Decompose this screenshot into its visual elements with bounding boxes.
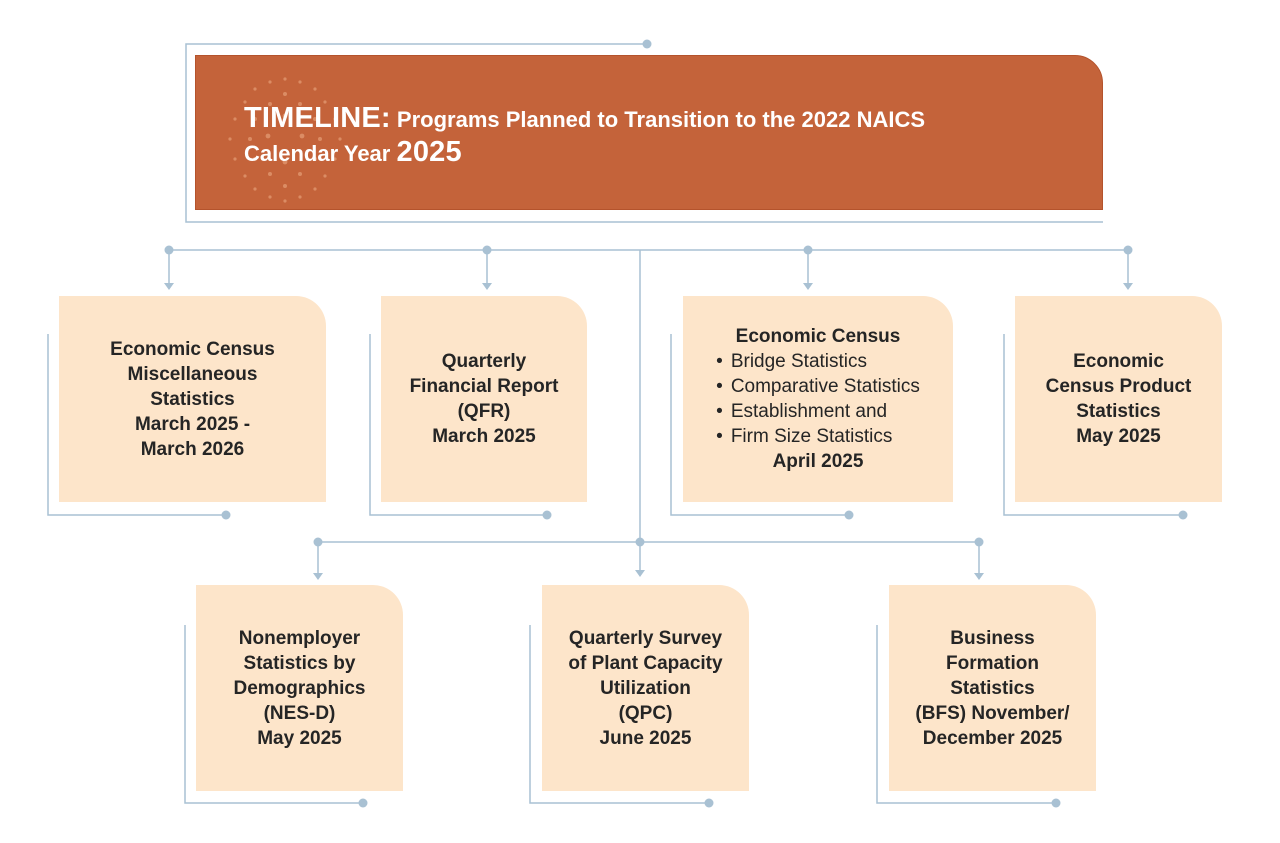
card-line: March 2026 <box>140 438 245 460</box>
card-date: April 2025 <box>772 451 864 472</box>
card-line: Statistics <box>1076 401 1161 422</box>
card-line: Utilization <box>600 677 691 699</box>
bullet-item-continuation <box>716 424 920 449</box>
card-economic-census-misc <box>59 296 326 502</box>
card-bullet-list <box>716 349 920 449</box>
card-line: Statistics <box>150 388 235 410</box>
card-line: June 2025 <box>599 727 692 749</box>
card-line: (QPC) <box>618 702 673 724</box>
card-line: Miscellaneous <box>127 363 258 385</box>
card-line: (QFR) <box>457 401 511 422</box>
card-line: Statistics <box>950 677 1035 699</box>
card-line: (BFS) November/ <box>915 702 1070 724</box>
header-title <box>244 102 925 170</box>
card-line: March 2025 - <box>134 413 251 435</box>
card-line: December 2025 <box>922 727 1063 749</box>
bullet-continuation-text: Firm Size Statistics <box>730 426 893 447</box>
header-title-text: Programs Planned to Transition to the 2022 NAICS <box>396 107 926 132</box>
bullet-item: • Comparative Statistics <box>716 374 920 399</box>
card-line: Demographics <box>233 677 366 699</box>
bullet-item: • Establishment and <box>716 399 920 424</box>
card-line: Financial Report <box>409 376 559 397</box>
card-line: Formation <box>946 652 1039 674</box>
card-quarterly-financial-report <box>381 296 587 502</box>
card-economic-census-product <box>1015 296 1222 502</box>
card-heading: Economic Census <box>735 326 901 347</box>
card-line: Quarterly Survey <box>568 627 723 649</box>
card-business-formation <box>889 585 1096 791</box>
card-line: of Plant Capacity <box>568 652 723 674</box>
card-line: Quarterly <box>441 351 527 372</box>
bullet-item: • Bridge Statistics <box>716 349 920 374</box>
timeline-header <box>195 55 1103 210</box>
card-line: Nonemployer <box>238 627 361 649</box>
card-line: (NES-D) <box>263 702 336 724</box>
card-line: Economic <box>1073 351 1164 372</box>
header-prefix: TIMELINE: <box>244 102 391 134</box>
card-line: Statistics by <box>243 652 356 674</box>
card-line: May 2025 <box>257 727 342 749</box>
card-line: Census Product <box>1045 376 1192 397</box>
card-line: Economic Census <box>110 338 275 360</box>
header-subtitle: Calendar Year <box>244 141 391 166</box>
header-year: 2025 <box>396 136 462 168</box>
card-line: May 2025 <box>1076 426 1161 447</box>
card-economic-census-bridge <box>683 296 953 502</box>
card-line: Business <box>950 627 1035 649</box>
card-line: March 2025 <box>432 426 536 447</box>
card-quarterly-plant-capacity <box>542 585 749 791</box>
card-nonemployer-statistics <box>196 585 403 791</box>
